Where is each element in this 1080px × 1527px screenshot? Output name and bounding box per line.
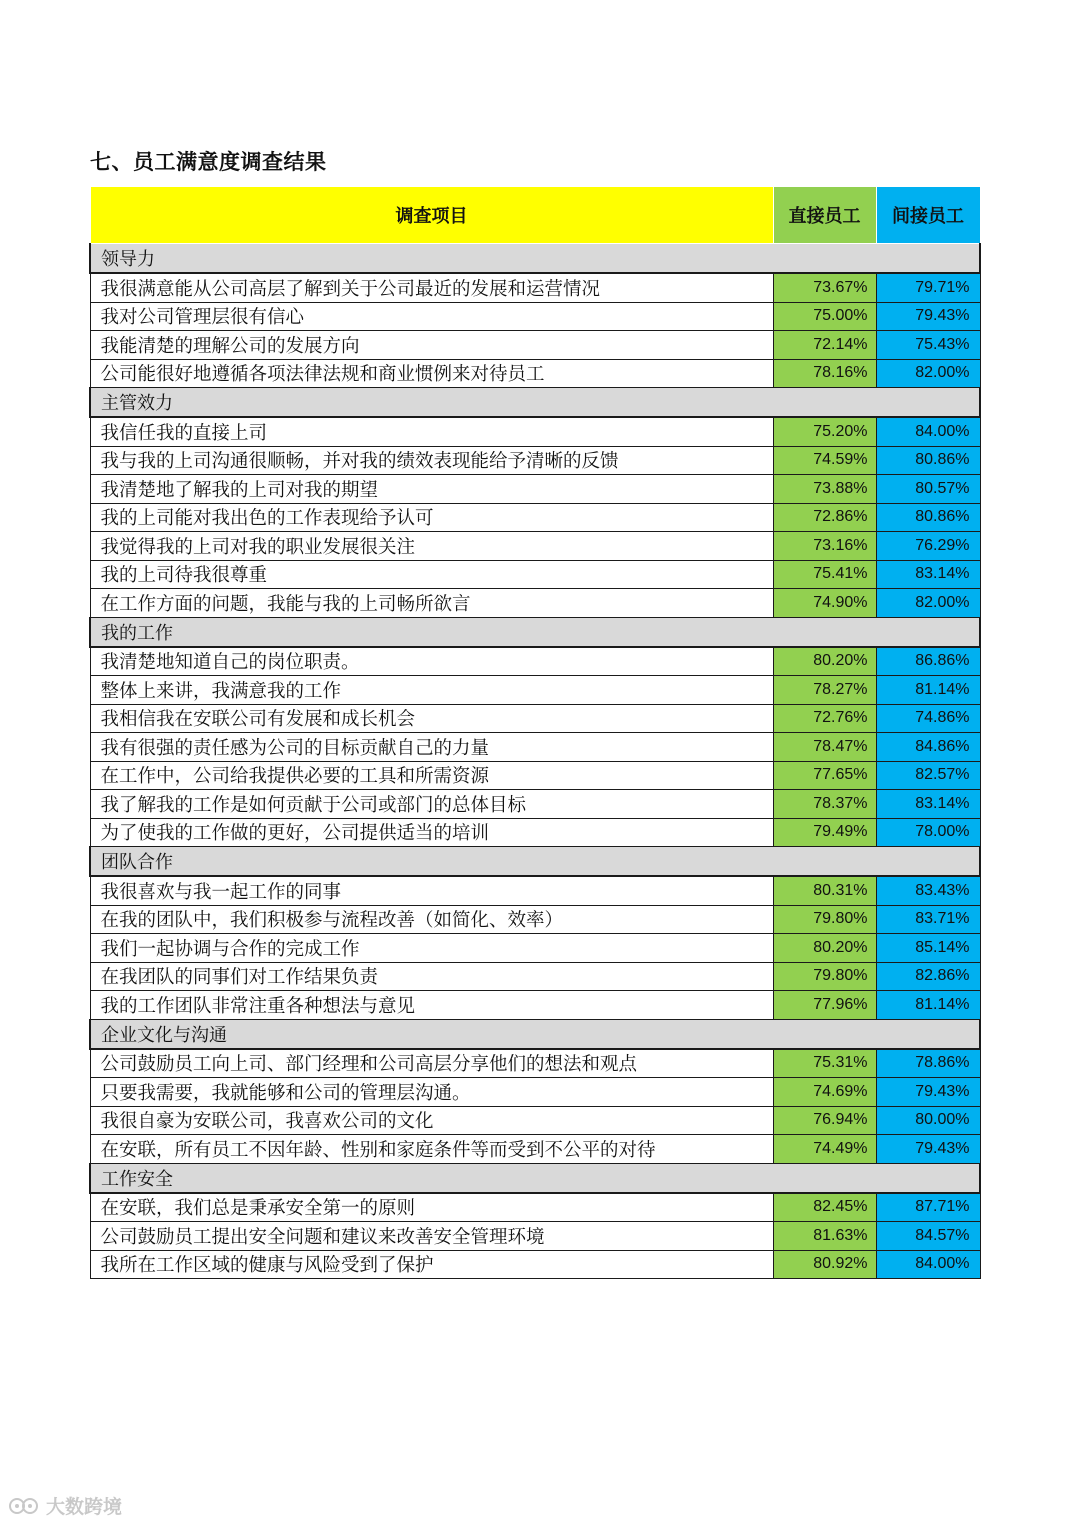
header-item: 调查项目	[90, 187, 773, 244]
indirect-value: 79.71%	[876, 273, 980, 302]
indirect-value: 85.14%	[876, 934, 980, 963]
item-label: 我清楚地了解我的上司对我的期望	[90, 475, 773, 504]
direct-value: 80.20%	[773, 647, 876, 676]
table-row	[90, 733, 980, 762]
table-row	[90, 962, 980, 991]
table-row	[90, 273, 980, 302]
direct-value: 73.67%	[773, 273, 876, 302]
indirect-value: 76.29%	[876, 532, 980, 561]
item-label: 公司鼓励员工向上司、部门经理和公司高层分享他们的想法和观点	[90, 1049, 773, 1078]
survey-table	[89, 186, 981, 1279]
direct-value: 78.47%	[773, 733, 876, 762]
indirect-value: 80.86%	[876, 446, 980, 475]
indirect-value: 84.57%	[876, 1222, 980, 1251]
table-row	[90, 1193, 980, 1222]
direct-value: 79.80%	[773, 905, 876, 934]
table-row	[90, 1250, 980, 1279]
item-label: 在安联，我们总是秉承安全第一的原则	[90, 1193, 773, 1222]
table-row	[90, 359, 980, 388]
item-label: 在我团队的同事们对工作结果负责	[90, 962, 773, 991]
item-label: 我信任我的直接上司	[90, 417, 773, 446]
indirect-value: 84.00%	[876, 417, 980, 446]
indirect-value: 84.00%	[876, 1250, 980, 1279]
category-row	[90, 1019, 980, 1049]
direct-value: 74.59%	[773, 446, 876, 475]
indirect-value: 79.43%	[876, 1078, 980, 1107]
item-label: 我觉得我的上司对我的职业发展很关注	[90, 532, 773, 561]
indirect-value: 83.43%	[876, 876, 980, 905]
indirect-value: 74.86%	[876, 704, 980, 733]
table-body	[90, 244, 980, 1279]
item-label: 公司能很好地遵循各项法律法规和商业惯例来对待员工	[90, 359, 773, 388]
table-row	[90, 647, 980, 676]
item-label: 公司鼓励员工提出安全问题和建议来改善安全管理环境	[90, 1222, 773, 1251]
item-label: 我的上司待我很尊重	[90, 560, 773, 589]
watermark	[8, 1492, 122, 1519]
category-row	[90, 1163, 980, 1193]
item-label: 在工作方面的问题，我能与我的上司畅所欲言	[90, 589, 773, 618]
direct-value: 79.80%	[773, 962, 876, 991]
table-row	[90, 1078, 980, 1107]
direct-value: 78.37%	[773, 790, 876, 819]
page-title: 七、员工满意度调查结果	[90, 150, 327, 174]
direct-value: 73.16%	[773, 532, 876, 561]
direct-value: 82.45%	[773, 1193, 876, 1222]
category-title: 我的工作	[90, 617, 980, 647]
table-row	[90, 475, 980, 504]
item-label: 我的工作团队非常注重各种想法与意见	[90, 991, 773, 1020]
direct-value: 77.65%	[773, 761, 876, 790]
table-row	[90, 1135, 980, 1164]
direct-value: 72.14%	[773, 331, 876, 360]
item-label: 我很自豪为安联公司，我喜欢公司的文化	[90, 1106, 773, 1135]
direct-value: 76.94%	[773, 1106, 876, 1135]
item-label: 我所在工作区域的健康与风险受到了保护	[90, 1250, 773, 1279]
table-row	[90, 905, 980, 934]
indirect-value: 81.14%	[876, 991, 980, 1020]
category-row	[90, 847, 980, 877]
item-label: 我的上司能对我出色的工作表现给予认可	[90, 503, 773, 532]
table-row	[90, 560, 980, 589]
direct-value: 80.92%	[773, 1250, 876, 1279]
table-row	[90, 818, 980, 847]
table-row	[90, 503, 980, 532]
table-row	[90, 676, 980, 705]
item-label: 我们一起协调与合作的完成工作	[90, 934, 773, 963]
indirect-value: 75.43%	[876, 331, 980, 360]
indirect-value: 80.86%	[876, 503, 980, 532]
indirect-value: 81.14%	[876, 676, 980, 705]
indirect-value: 82.86%	[876, 962, 980, 991]
direct-value: 72.86%	[773, 503, 876, 532]
indirect-value: 82.57%	[876, 761, 980, 790]
table-row	[90, 1049, 980, 1078]
indirect-value: 79.43%	[876, 302, 980, 331]
weibo-logo-icon	[8, 1495, 42, 1517]
direct-value: 75.41%	[773, 560, 876, 589]
direct-value: 80.20%	[773, 934, 876, 963]
direct-value: 80.31%	[773, 876, 876, 905]
item-label: 整体上来讲，我满意我的工作	[90, 676, 773, 705]
indirect-value: 87.71%	[876, 1193, 980, 1222]
category-title: 领导力	[90, 244, 980, 274]
header-row	[90, 187, 980, 244]
indirect-value: 82.00%	[876, 589, 980, 618]
table-row	[90, 761, 980, 790]
item-label: 只要我需要，我就能够和公司的管理层沟通。	[90, 1078, 773, 1107]
direct-value: 72.76%	[773, 704, 876, 733]
category-title: 主管效力	[90, 388, 980, 418]
direct-value: 78.27%	[773, 676, 876, 705]
category-row	[90, 617, 980, 647]
watermark-text: 大数跨境	[46, 1496, 123, 1518]
table-row	[90, 302, 980, 331]
item-label: 在安联，所有员工不因年龄、性别和家庭条件等而受到不公平的对待	[90, 1135, 773, 1164]
item-label: 我对公司管理层很有信心	[90, 302, 773, 331]
item-label: 为了使我的工作做的更好，公司提供适当的培训	[90, 818, 773, 847]
indirect-value: 83.14%	[876, 560, 980, 589]
table-row	[90, 331, 980, 360]
indirect-value: 78.86%	[876, 1049, 980, 1078]
direct-value: 75.00%	[773, 302, 876, 331]
item-label: 我有很强的责任感为公司的目标贡献自己的力量	[90, 733, 773, 762]
direct-value: 79.49%	[773, 818, 876, 847]
item-label: 我清楚地知道自己的岗位职责。	[90, 647, 773, 676]
indirect-value: 82.00%	[876, 359, 980, 388]
item-label: 我了解我的工作是如何贡献于公司或部门的总体目标	[90, 790, 773, 819]
item-label: 在我的团队中，我们积极参与流程改善（如简化、效率）	[90, 905, 773, 934]
indirect-value: 78.00%	[876, 818, 980, 847]
item-label: 我与我的上司沟通很顺畅，并对我的绩效表现能给予清晰的反馈	[90, 446, 773, 475]
indirect-value: 83.71%	[876, 905, 980, 934]
direct-value: 74.49%	[773, 1135, 876, 1164]
direct-value: 74.90%	[773, 589, 876, 618]
table-row	[90, 532, 980, 561]
item-label: 在工作中，公司给我提供必要的工具和所需资源	[90, 761, 773, 790]
table-row	[90, 704, 980, 733]
table-row	[90, 991, 980, 1020]
table-row	[90, 1106, 980, 1135]
header-direct: 直接员工	[773, 187, 876, 244]
direct-value: 73.88%	[773, 475, 876, 504]
item-label: 我相信我在安联公司有发展和成长机会	[90, 704, 773, 733]
direct-value: 75.20%	[773, 417, 876, 446]
direct-value: 81.63%	[773, 1222, 876, 1251]
indirect-value: 84.86%	[876, 733, 980, 762]
category-row	[90, 388, 980, 418]
table-row	[90, 934, 980, 963]
category-title: 企业文化与沟通	[90, 1019, 980, 1049]
table-row	[90, 417, 980, 446]
item-label: 我能清楚的理解公司的发展方向	[90, 331, 773, 360]
category-title: 工作安全	[90, 1163, 980, 1193]
direct-value: 75.31%	[773, 1049, 876, 1078]
item-label: 我很满意能从公司高层了解到关于公司最近的发展和运营情况	[90, 273, 773, 302]
indirect-value: 80.00%	[876, 1106, 980, 1135]
table-row	[90, 790, 980, 819]
header-indirect: 间接员工	[876, 187, 980, 244]
direct-value: 78.16%	[773, 359, 876, 388]
indirect-value: 80.57%	[876, 475, 980, 504]
item-label: 我很喜欢与我一起工作的同事	[90, 876, 773, 905]
category-row	[90, 244, 980, 274]
table-row	[90, 1222, 980, 1251]
table-row	[90, 589, 980, 618]
table-row	[90, 446, 980, 475]
indirect-value: 83.14%	[876, 790, 980, 819]
direct-value: 74.69%	[773, 1078, 876, 1107]
table-row	[90, 876, 980, 905]
indirect-value: 86.86%	[876, 647, 980, 676]
category-title: 团队合作	[90, 847, 980, 877]
indirect-value: 79.43%	[876, 1135, 980, 1164]
direct-value: 77.96%	[773, 991, 876, 1020]
